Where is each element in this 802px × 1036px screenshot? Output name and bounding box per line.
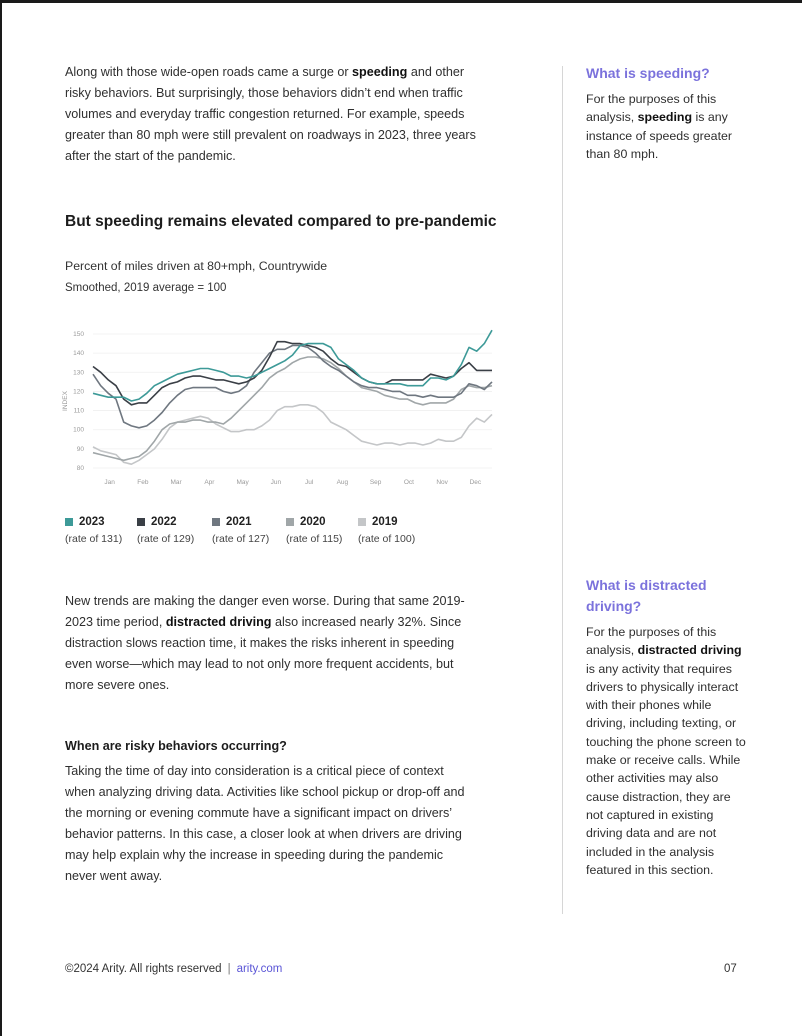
y-tick-label: 90 bbox=[76, 445, 84, 453]
distracted-text-2: also increased nearly 32%. Since distraction slows reaction time, it makes the risks inherent in speeding even worse—which may lead to not only more frequent accidents, but more severe ones. bbox=[65, 615, 462, 692]
legend-item-2021 bbox=[212, 516, 269, 545]
legend-rate: (rate of 100) bbox=[358, 533, 416, 545]
x-tick-label: Jul bbox=[304, 479, 314, 486]
series-line-2023 bbox=[93, 330, 492, 401]
chart-subtitle: Percent of miles driven at 80+mph, Countrywide bbox=[65, 259, 328, 273]
footer-separator: | bbox=[227, 963, 231, 975]
sidebar-distracted-title: What is distracted driving? bbox=[586, 577, 707, 614]
legend-rate: (rate of 127) bbox=[212, 533, 270, 545]
y-tick-label: 140 bbox=[73, 350, 84, 358]
legend-item-2022 bbox=[137, 516, 194, 545]
legend-swatch bbox=[286, 518, 294, 526]
legend-year: 2020 bbox=[300, 516, 326, 528]
legend-rate: (rate of 115) bbox=[286, 533, 343, 545]
legend-item-2023 bbox=[65, 516, 122, 545]
x-tick-label: Mar bbox=[170, 479, 182, 486]
footer bbox=[65, 963, 282, 975]
legend-swatch bbox=[212, 518, 220, 526]
series-line-2019 bbox=[93, 405, 492, 464]
legend-rate: (rate of 129) bbox=[137, 533, 195, 545]
y-tick-label: 110 bbox=[73, 407, 84, 415]
footer-link[interactable]: arity.com bbox=[236, 963, 283, 975]
sidebar-speeding-title: What is speeding? bbox=[586, 65, 710, 81]
sidebar-distracted-text: For the purposes of this analysis, distracted driving is any activity that requires drivers to physically interact with their phones while driving, including texting, or touching the phone screen to make or receive calls. While other activities may also cause distraction, they are not captured in existing driving data and are not included in the analysis featured in this section. bbox=[586, 625, 746, 877]
x-tick-label: May bbox=[236, 479, 249, 486]
y-tick-label: 80 bbox=[76, 465, 84, 472]
risk-paragraph: Taking the time of day into consideration is a critical piece of context when analyzing driving data. Activities like school pickup or drop-off and the morning or evening commute have a significant impact on drivers’ behavior patterns. In this case, a closer look at when drivers are driving may help explain why the increase in speeding during the pandemic never went away. bbox=[65, 764, 465, 883]
x-tick-label: Aug bbox=[336, 479, 349, 486]
page-top-border bbox=[0, 0, 802, 3]
legend-swatch bbox=[358, 518, 366, 526]
y-tick-label: 150 bbox=[73, 331, 84, 338]
legend-year: 2021 bbox=[226, 516, 252, 528]
y-tick-label: 100 bbox=[73, 426, 84, 434]
y-tick-label: 120 bbox=[73, 388, 84, 396]
x-tick-label: Oct bbox=[403, 479, 414, 486]
sidebar-speeding-text: For the purposes of this analysis, speeding is any instance of speeds greater than 80 mph. bbox=[586, 92, 733, 161]
y-tick-label: 130 bbox=[73, 369, 84, 377]
intro-text-1: Along with those wide-open roads came a surge or bbox=[65, 65, 353, 79]
legend-year: 2022 bbox=[151, 516, 177, 528]
x-tick-label: Sep bbox=[369, 479, 382, 486]
distracted-bold-term: distracted driving bbox=[165, 615, 272, 629]
legend-rate: (rate of 131) bbox=[65, 533, 123, 545]
chart-heading: But speeding remains elevated compared to pre-pandemic bbox=[65, 213, 497, 230]
footer-copyright: ©2024 Arity. All rights reserved bbox=[65, 963, 222, 975]
speeding-line-chart bbox=[55, 318, 500, 498]
legend-item-2020 bbox=[286, 516, 342, 545]
x-tick-label: Feb bbox=[137, 479, 149, 486]
chart-subtitle-2: Smoothed, 2019 average = 100 bbox=[65, 282, 227, 294]
page-left-border bbox=[0, 0, 2, 1036]
page-number: 07 bbox=[724, 963, 737, 975]
distracted-paragraph bbox=[65, 591, 475, 696]
intro-paragraph bbox=[65, 62, 485, 167]
x-tick-label: Nov bbox=[436, 479, 448, 486]
legend-item-2019 bbox=[358, 516, 415, 545]
risk-heading: When are risky behaviors occurring? bbox=[65, 739, 287, 753]
legend-swatch bbox=[137, 518, 145, 526]
legend-year: 2019 bbox=[372, 516, 398, 528]
intro-bold-speeding: speeding bbox=[352, 65, 408, 79]
legend-year: 2023 bbox=[79, 516, 105, 528]
distracted-text-1: New trends are making the danger even worse. During that same 2019-2023 time period, bbox=[65, 594, 465, 629]
legend-swatch bbox=[65, 518, 73, 526]
intro-text-2: and other risky behaviors. But surprisingly, those behaviors didn’t end when traffic volumes and everyday traffic congestion returned. For example, speeds greater than 80 mph were still prevalent on roadways in 2023, three years after the start of the pandemic. bbox=[65, 65, 476, 163]
x-tick-label: Dec bbox=[469, 479, 482, 486]
x-tick-label: Apr bbox=[204, 479, 215, 486]
x-tick-label: Jan bbox=[104, 479, 115, 486]
x-tick-label: Jun bbox=[270, 479, 282, 486]
sidebar-divider bbox=[562, 66, 563, 914]
y-axis-label: INDEX bbox=[62, 391, 69, 411]
